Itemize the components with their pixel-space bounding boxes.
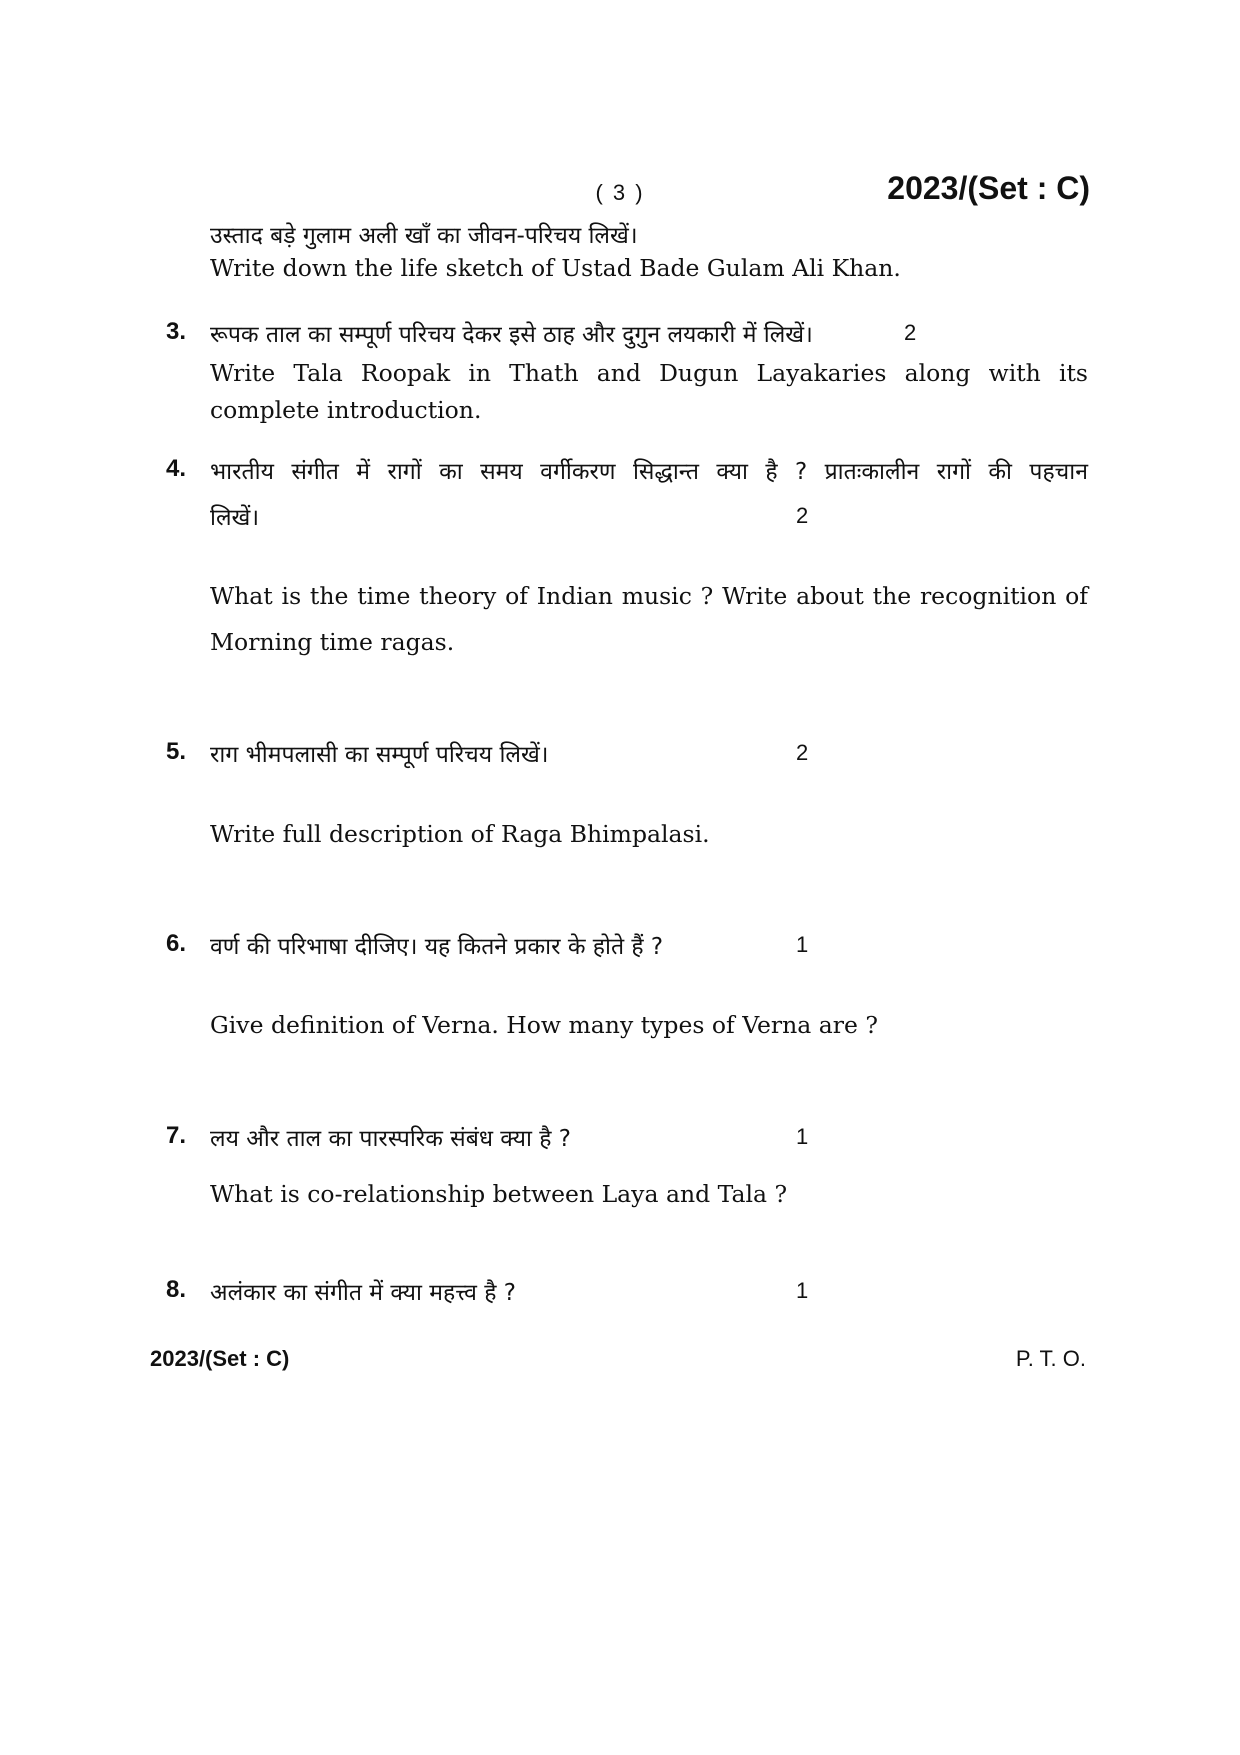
- q4-english-line2: Morning time ragas.: [210, 628, 455, 656]
- q5-marks: 2: [796, 740, 809, 765]
- question-number: 6.: [166, 930, 187, 957]
- q2-english-text: Write down the life sketch of Ustad Bade Gulam Ali Khan.: [210, 254, 901, 282]
- q6-hindi-text: वर्ण की परिभाषा दीजिए। यह कितने प्रकार के होते हैं ?: [210, 934, 664, 960]
- page-number: ( 3 ): [595, 180, 645, 205]
- question-number: 5.: [166, 738, 187, 765]
- question-number: 7.: [166, 1122, 187, 1149]
- q4-hindi-line1: भारतीय संगीत में रागों का समय वर्गीकरण सिद्धान्त क्या है ? प्रातःकालीन रागों की पहचान: [210, 459, 1088, 485]
- set-label-footer: 2023/(Set : C): [150, 1346, 290, 1371]
- q3-marks: 2: [904, 320, 917, 345]
- set-label-header: 2023/(Set : C): [887, 170, 1090, 206]
- question-number: 4.: [166, 455, 187, 482]
- q7-english-text: What is co-relationship between Laya and Tala ?: [210, 1180, 788, 1208]
- q4-marks: 2: [796, 503, 809, 528]
- q4-english-line1: What is the time theory of Indian music ? Write about the recognition of: [210, 582, 1088, 610]
- q5-hindi-text: राग भीमपलासी का सम्पूर्ण परिचय लिखें।: [210, 742, 549, 768]
- q6-english-text: Give definition of Verna. How many types of Verna are ?: [210, 1011, 878, 1039]
- q3-english-line2: complete introduction.: [210, 396, 482, 424]
- q6-marks: 1: [796, 932, 809, 957]
- q8-hindi-text: अलंकार का संगीत में क्या महत्त्व है ?: [210, 1280, 516, 1306]
- q4-hindi-line2: लिखें।: [210, 505, 260, 531]
- question-number: 3.: [166, 318, 187, 345]
- q7-marks: 1: [796, 1124, 809, 1149]
- q8-marks: 1: [796, 1278, 809, 1303]
- q2-hindi-text: उस्ताद बड़े गुलाम अली खाँ का जीवन-परिचय लिखें।: [210, 223, 638, 249]
- q7-hindi-text: लय और ताल का पारस्परिक संबंध क्या है ?: [210, 1126, 571, 1152]
- pto-label: P. T. O.: [1015, 1346, 1086, 1371]
- question-number: 8.: [166, 1276, 187, 1303]
- q3-hindi-text: रूपक ताल का सम्पूर्ण परिचय देकर इसे ठाह और दुगुन लयकारी में लिखें।: [210, 322, 813, 348]
- q5-english-text: Write full description of Raga Bhimpalasi.: [210, 820, 710, 848]
- q3-english-line1: Write Tala Roopak in Thath and Dugun Layakaries along with its: [210, 359, 1088, 387]
